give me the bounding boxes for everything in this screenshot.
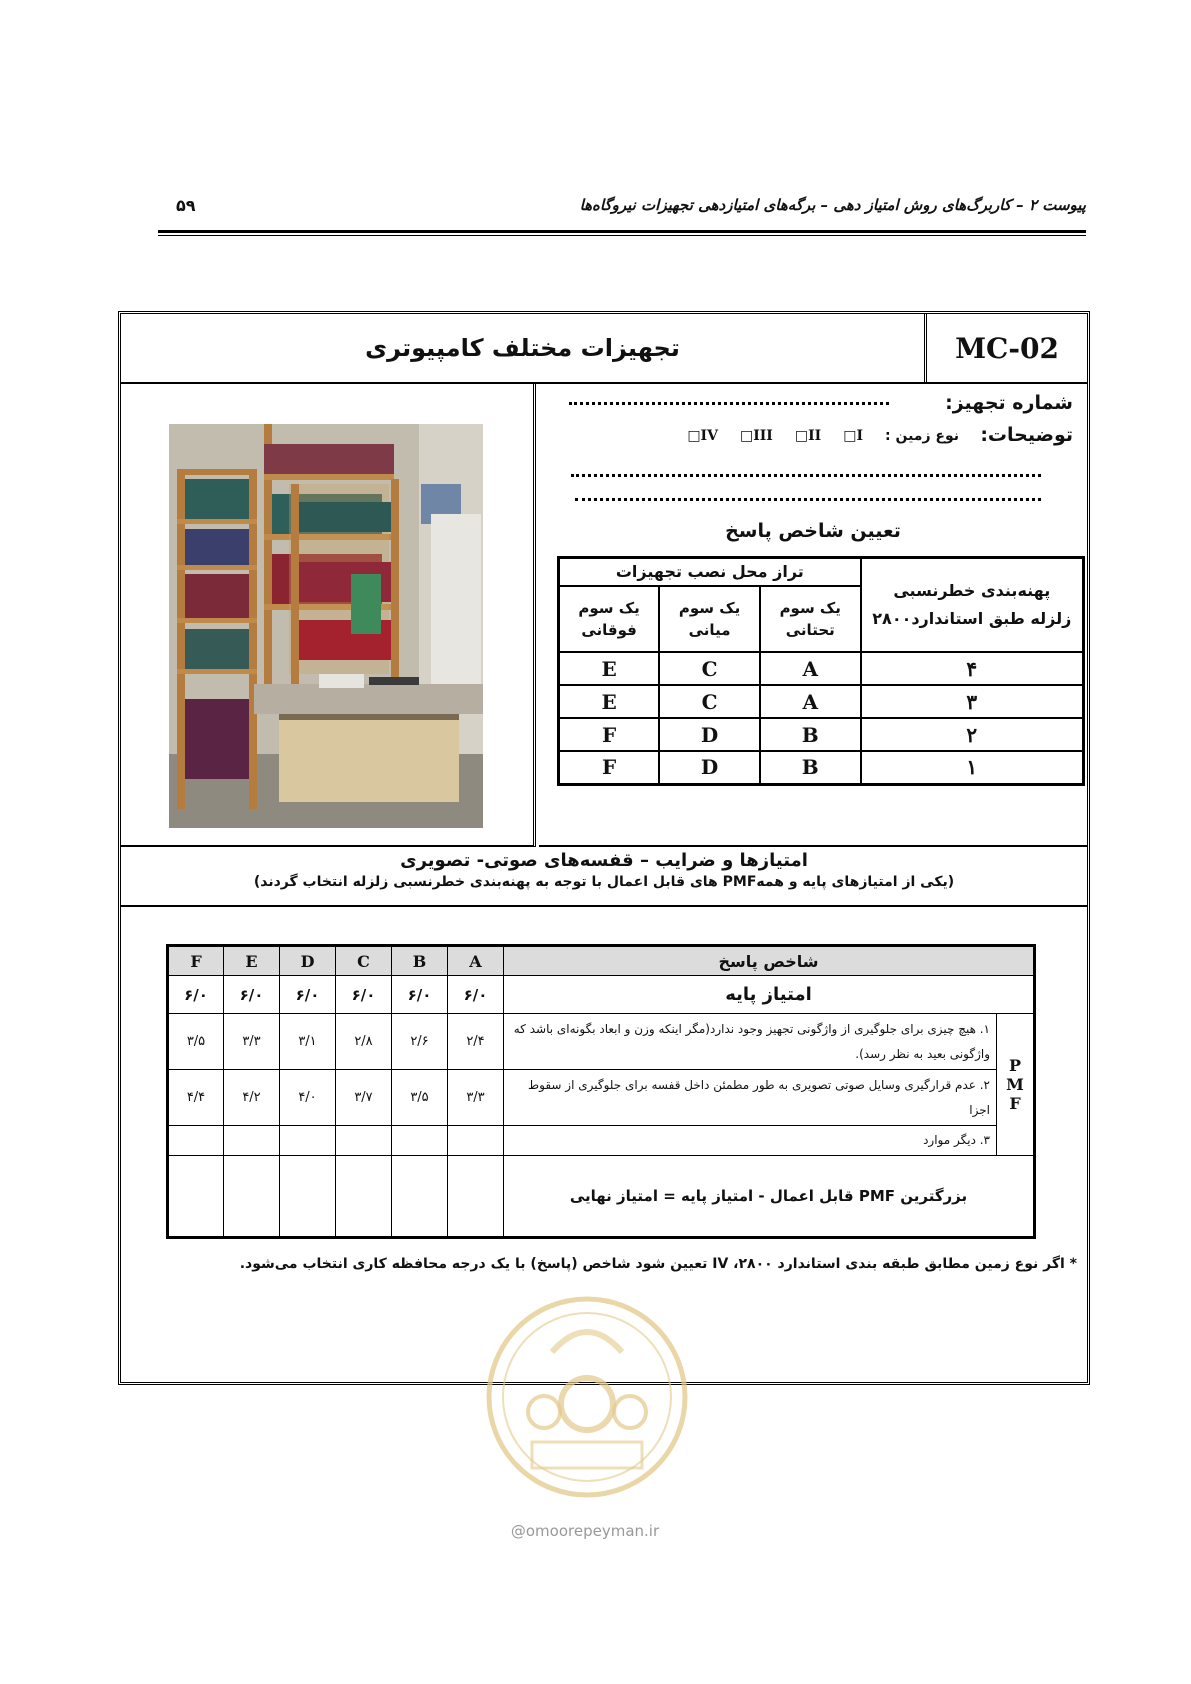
final-score-cell[interactable] xyxy=(392,1156,448,1238)
pmf-description: ۲. عدم قرارگیری وسایل صوتی تصویری به طور مطمئن داخل قفسه برای جلوگیری از سقوط اجزا xyxy=(504,1070,997,1126)
scores-section-title: امتیازها و ضرایب – قفسه‌های صوتی- تصویری xyxy=(400,850,808,871)
column-header: B xyxy=(392,946,448,976)
response-row xyxy=(559,751,1084,784)
equipment-sheet xyxy=(118,311,1090,1385)
ground-type-i-checkbox[interactable]: I□ xyxy=(843,428,863,444)
level-lower: یک سوم تحتانی xyxy=(760,586,861,652)
pmf-value: ۳/۵ xyxy=(168,1014,224,1070)
sheet-title: تجهیزات مختلف کامپیوتری xyxy=(365,334,680,362)
response-cell: B xyxy=(760,751,861,784)
response-cell: F xyxy=(559,751,660,784)
info-cell xyxy=(539,384,1087,847)
response-row xyxy=(559,718,1084,751)
scores-section-subtitle: (یکی از امتیازهای پایه و همهPMF های قابل اعمال با توجه به پهنه‌بندی خطرنسبی زلزله انتخاب گردند) xyxy=(253,874,955,890)
final-score-cell[interactable] xyxy=(224,1156,280,1238)
response-cell: E xyxy=(559,685,660,718)
final-score-formula: بزرگترین PMF قابل اعمال - امتیاز پایه = امتیاز نهایی xyxy=(504,1156,1035,1238)
response-row xyxy=(559,685,1084,718)
response-index-header: شاخص پاسخ xyxy=(504,946,1035,976)
level-header: تراز محل نصب تجهیزات xyxy=(559,558,861,587)
base-score: ۶/۰ xyxy=(224,976,280,1014)
response-cell: F xyxy=(559,718,660,751)
header-rule-thin xyxy=(158,235,1086,236)
base-score: ۶/۰ xyxy=(448,976,504,1014)
description-field-line-2[interactable] xyxy=(575,498,1041,501)
pmf-value xyxy=(336,1126,392,1156)
zone-cell: ۲ xyxy=(861,718,1084,751)
sheet-title-row xyxy=(121,314,1087,384)
pmf-letter: P xyxy=(1008,1056,1022,1075)
pmf-value: ۳/۳ xyxy=(224,1014,280,1070)
watermark-seal xyxy=(482,1292,692,1502)
pmf-value xyxy=(392,1126,448,1156)
ground-type-row xyxy=(619,428,959,444)
pmf-value: ۴/۴ xyxy=(168,1070,224,1126)
pmf-label xyxy=(997,1014,1035,1156)
watermark-text: @omoorepeyman.ir xyxy=(510,1522,660,1540)
column-header: E xyxy=(224,946,280,976)
response-row xyxy=(559,652,1084,685)
pmf-row xyxy=(168,1014,1035,1070)
pmf-value: ۲/۶ xyxy=(392,1014,448,1070)
level-middle: یک سوم میانی xyxy=(659,586,760,652)
column-header: A xyxy=(448,946,504,976)
column-header: F xyxy=(168,946,224,976)
pmf-description: ۳. دیگر موارد xyxy=(504,1126,997,1156)
final-score-cell[interactable] xyxy=(280,1156,336,1238)
pmf-value xyxy=(224,1126,280,1156)
pmf-value: ۳/۵ xyxy=(392,1070,448,1126)
final-score-row xyxy=(168,1156,1035,1238)
base-score: ۶/۰ xyxy=(168,976,224,1014)
response-cell: D xyxy=(659,718,760,751)
ground-type-iv-checkbox[interactable]: IV□ xyxy=(687,428,718,444)
ground-type-iii-checkbox[interactable]: III□ xyxy=(739,428,773,444)
footnote: * اگر نوع زمین مطابق طبقه بندی استاندارد ۲۸۰۰، IV تعیین شود شاخص (پاسخ) با یک درجه محافظه کاری انتخاب می‌شود. xyxy=(239,1256,1077,1272)
page-header xyxy=(158,196,1086,236)
zone-cell: ۳ xyxy=(861,685,1084,718)
pmf-letter: F xyxy=(1009,1094,1021,1113)
page-number: ۵۹ xyxy=(176,196,196,215)
pmf-value: ۴/۲ xyxy=(224,1070,280,1126)
base-score-row xyxy=(168,976,1035,1014)
description-label: توضیحات: xyxy=(980,424,1073,446)
column-header: C xyxy=(336,946,392,976)
level-upper: یک سوم فوقانی xyxy=(559,586,660,652)
response-cell: D xyxy=(659,751,760,784)
score-table xyxy=(166,944,1036,1239)
zone-cell: ۴ xyxy=(861,652,1084,685)
response-cell: B xyxy=(760,718,861,751)
final-score-cell[interactable] xyxy=(336,1156,392,1238)
equipment-photo xyxy=(169,424,483,828)
response-cell: A xyxy=(760,652,861,685)
equipment-number-label: شماره تجهیز: xyxy=(945,392,1073,414)
pmf-row xyxy=(168,1070,1035,1126)
final-score-cell[interactable] xyxy=(168,1156,224,1238)
pmf-value xyxy=(280,1126,336,1156)
column-header: D xyxy=(280,946,336,976)
ground-type-ii-checkbox[interactable]: II□ xyxy=(794,428,822,444)
pmf-value: ۲/۴ xyxy=(448,1014,504,1070)
response-index-table xyxy=(557,556,1085,786)
base-score: ۶/۰ xyxy=(280,976,336,1014)
response-cell: C xyxy=(659,685,760,718)
base-score-label: امتیاز پایه xyxy=(504,976,1035,1014)
pmf-value: ۳/۱ xyxy=(280,1014,336,1070)
response-cell: E xyxy=(559,652,660,685)
response-cell: A xyxy=(760,685,861,718)
pmf-letter: M xyxy=(1006,1075,1024,1094)
pmf-value: ۴/۰ xyxy=(280,1070,336,1126)
response-cell: C xyxy=(659,652,760,685)
sheet-code: MC-02 xyxy=(924,314,1087,382)
base-score: ۶/۰ xyxy=(336,976,392,1014)
pmf-value xyxy=(168,1126,224,1156)
zone-cell: ۱ xyxy=(861,751,1084,784)
final-score-cell[interactable] xyxy=(448,1156,504,1238)
description-field-line-1[interactable] xyxy=(571,474,1041,477)
pmf-description: ۱. هیچ چیزی برای جلوگیری از واژگونی تجهیز وجود ندارد(مگر اینکه وزن و ابعاد بگونه‌ای باشد که واژگونی بعید به نظر رسد). xyxy=(504,1014,997,1070)
pmf-value: ۳/۳ xyxy=(448,1070,504,1126)
pmf-row xyxy=(168,1126,1035,1156)
pmf-value: ۲/۸ xyxy=(336,1014,392,1070)
ground-type-label: نوع زمین : xyxy=(885,428,959,444)
pmf-value: ۳/۷ xyxy=(336,1070,392,1126)
base-score: ۶/۰ xyxy=(392,976,448,1014)
equipment-number-field[interactable] xyxy=(569,402,889,405)
pmf-value xyxy=(448,1126,504,1156)
photo-cell xyxy=(121,384,536,847)
response-index-title: تعیین شاخص پاسخ xyxy=(725,520,901,542)
header-rule xyxy=(158,230,1086,233)
zone-header: پهنه‌بندی خطرنسبی زلزله طبق استاندارد۲۸۰۰ xyxy=(861,558,1084,653)
scores-section-header xyxy=(121,847,1087,907)
header-title: پیوست ۲ – کاربرگ‌های روش امتیاز دهی – برگه‌های امتیازدهی تجهیزات نیروگاه‌ها xyxy=(579,196,1086,214)
